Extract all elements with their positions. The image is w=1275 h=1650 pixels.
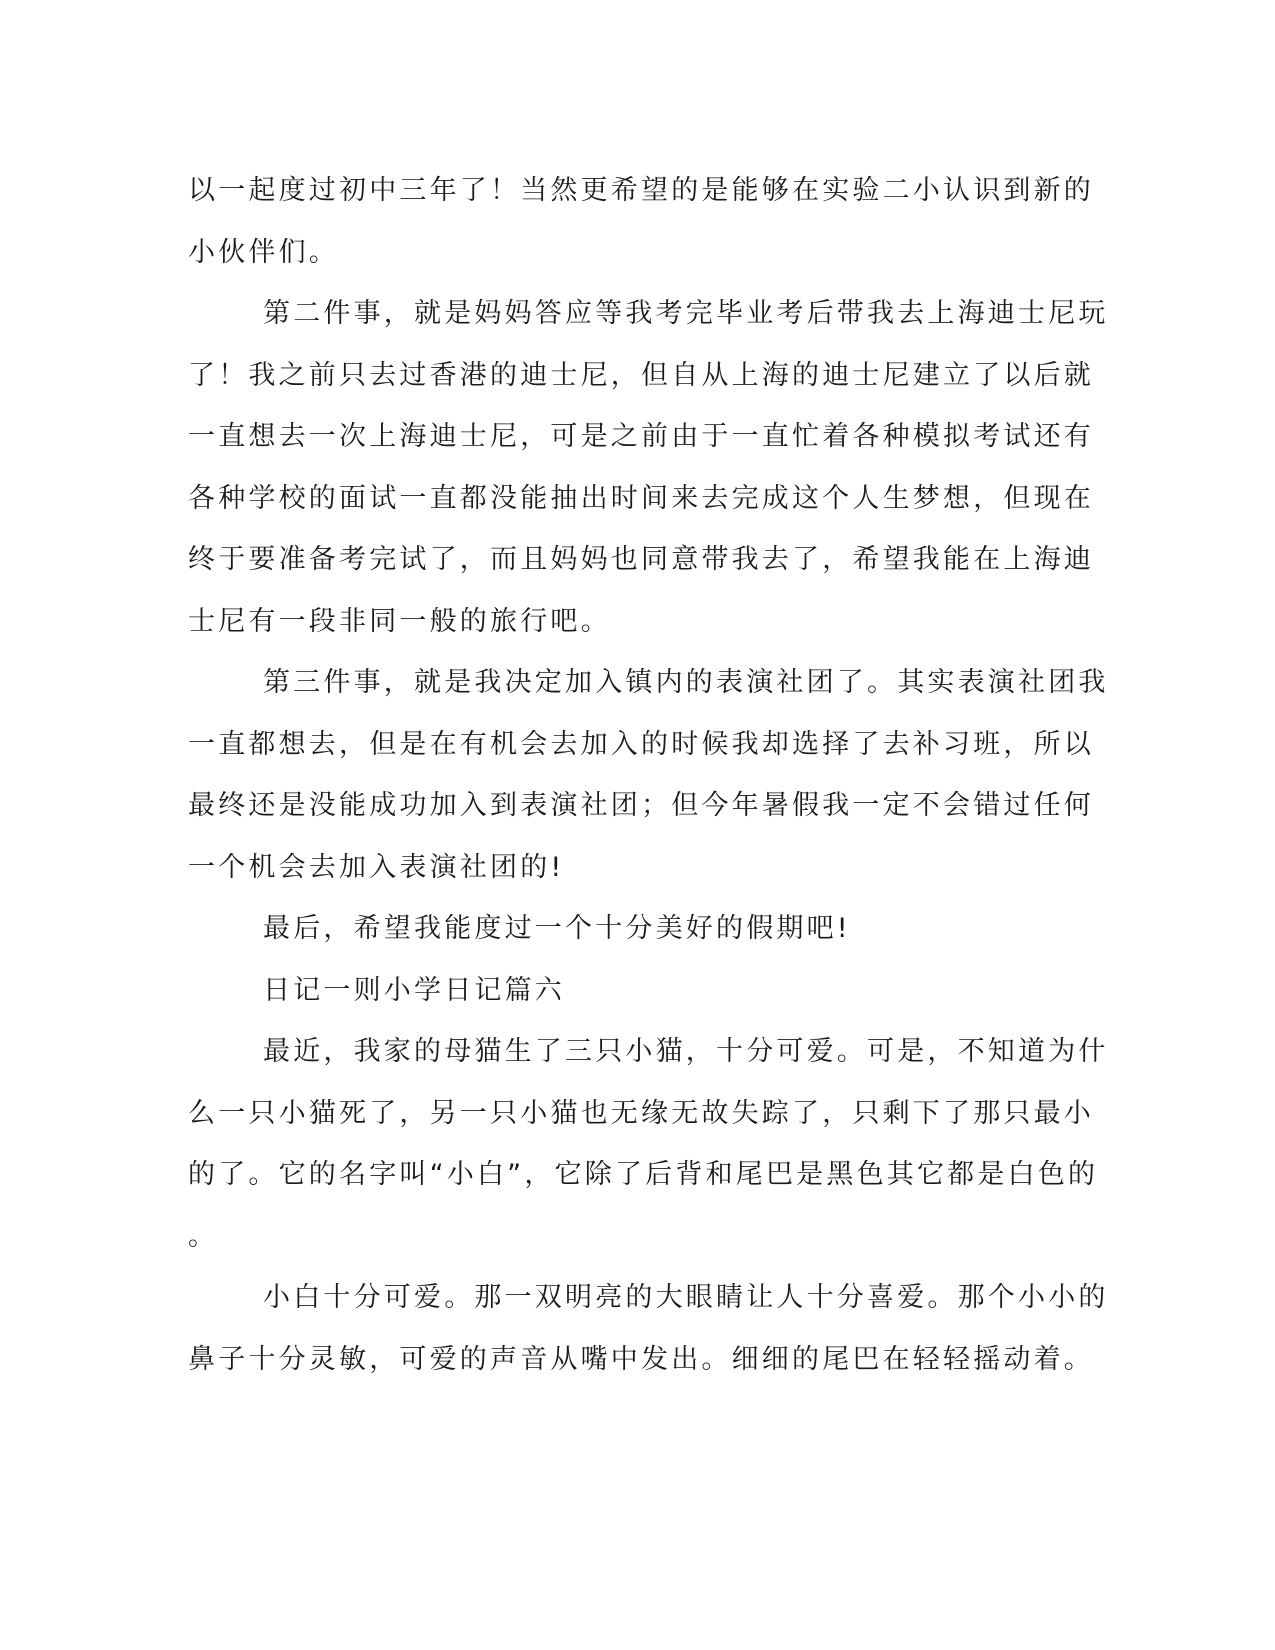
text-line: 以一起度过初中三年了！当然更希望的是能够在实验二小认识到新的 [188, 175, 1094, 206]
text-line: 的了。它的名字叫“小白”，它除了后背和尾巴是黑色其它都是白色的 [188, 1159, 1099, 1190]
text-line: 各种学校的面试一直都没能抽出时间来去完成这个人生梦想，但现在 [188, 482, 1094, 514]
text-line: 鼻子十分灵敏，可爱的声音从嘴中发出。细细的尾巴在轻轻摇动着。 [188, 1343, 1094, 1375]
text-line: 最后，希望我能度过一个十分美好的假期吧! [263, 913, 851, 944]
text-line: 终于要准备考完试了，而且妈妈也同意带我去了，希望我能在上海迪 [188, 544, 1094, 575]
text-line: 么一只小猫死了，另一只小猫也无缘无故失踪了，只剩下了那只最小 [188, 1097, 1094, 1129]
text-line: 小伙伴们。 [188, 236, 339, 268]
text-line: 一直都想去，但是在有机会去加入的时候我却选择了去补习班，所以 [188, 728, 1094, 760]
text-line: 。 [188, 1220, 219, 1252]
text-line: 第三件事，就是我决定加入镇内的表演社团了。其实表演社团我 [263, 667, 1109, 698]
text-line: 最终还是没能成功加入到表演社团；但今年暑假我一定不会错过任何 [188, 790, 1094, 821]
text-line: 小白十分可爱。那一双明亮的大眼睛让人十分喜爱。那个小小的 [263, 1282, 1109, 1313]
text-line: 士尼有一段非同一般的旅行吧。 [188, 605, 611, 637]
diary-text-body [188, 160, 1109, 1390]
text-line: 最近，我家的母猫生了三只小猫，十分可爱。可是，不知道为什 [263, 1036, 1109, 1067]
text-line: 一直想去一次上海迪士尼，可是之前由于一直忙着各种模拟考试还有 [188, 421, 1094, 452]
text-line: 了！我之前只去过香港的迪士尼，但自从上海的迪士尼建立了以后就 [188, 359, 1094, 391]
section-heading: 日记一则小学日记篇六 [263, 974, 565, 1006]
text-line: 一个机会去加入表演社团的! [188, 851, 565, 883]
text-line: 第二件事，就是妈妈答应等我考完毕业考后带我去上海迪士尼玩 [263, 298, 1109, 329]
